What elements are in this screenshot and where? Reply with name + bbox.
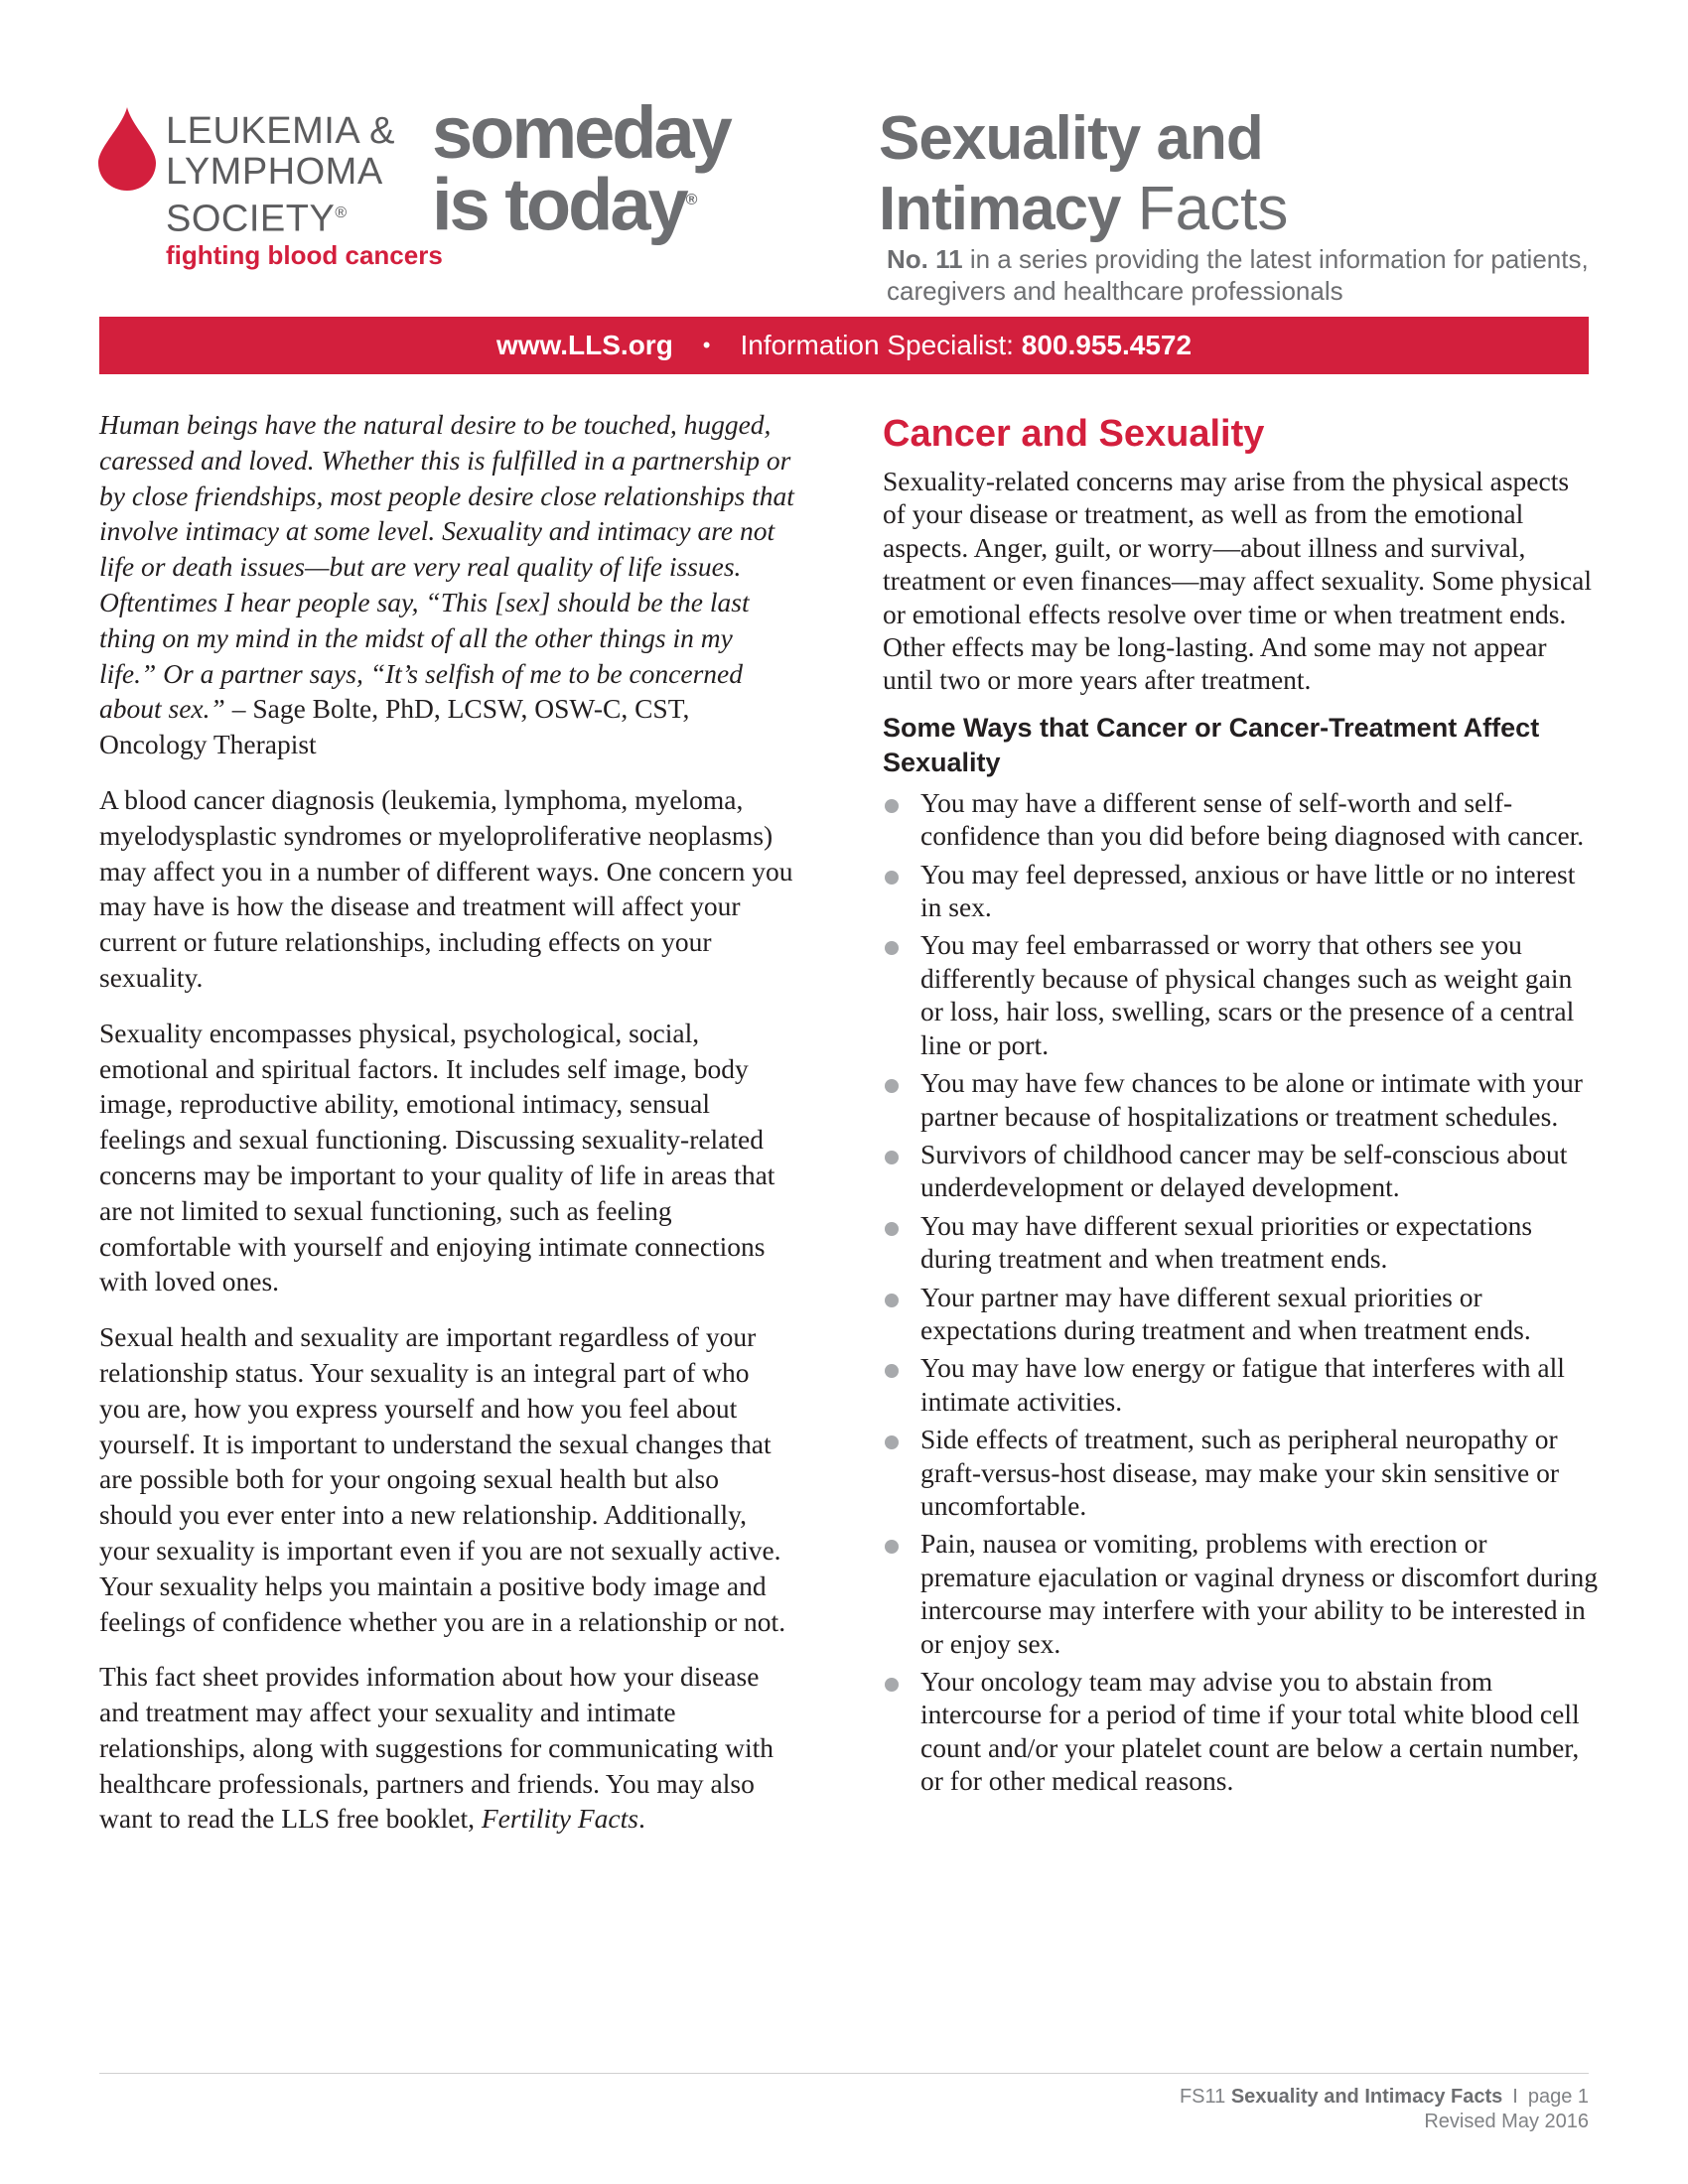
banner-separator: • bbox=[702, 333, 711, 357]
list-item: You may have low energy or fatigue that interferes with all intimate activities. bbox=[883, 1351, 1598, 1418]
list-item: You may have few chances to be alone or intimate with your partner because of hospitalizations or treatment schedules. bbox=[883, 1066, 1598, 1133]
series-number: No. 11 bbox=[887, 244, 963, 274]
right-column bbox=[883, 407, 1598, 1803]
title-line-1: Sexuality and bbox=[879, 104, 1263, 173]
specialist-phone[interactable]: 800.955.4572 bbox=[1021, 330, 1193, 360]
section-heading: Cancer and Sexuality bbox=[883, 413, 1265, 455]
campaign-line-1: someday bbox=[432, 91, 730, 174]
footer-page-number: page 1 bbox=[1527, 2086, 1589, 2108]
booklet-title: Fertility Facts bbox=[481, 1803, 638, 1835]
list-item: Pain, nausea or vomiting, problems with erection or premature ejaculation or vaginal dryness or discomfort during intercourse may interfere with your ability to be interested in or enjoy sex. bbox=[883, 1527, 1598, 1660]
organization-tagline: fighting blood cancers bbox=[166, 240, 443, 270]
fact-sheet-text: This fact sheet provides information about how your disease and treatment may affect your sexuality and intimate relationships, along with suggestions for communicating with healthcare professionals, partners and friends. You may also want to read the LLS free booklet, bbox=[99, 1661, 774, 1835]
paragraph-diagnosis: A blood cancer diagnosis (leukemia, lymphoma, myeloma, myelodysplastic syndromes or myeloproliferative neoplasms) may affect you in a number of different ways. One concern you may have is how the disease and treatment will affect your current or future relationships, including effects on your sexuality. bbox=[99, 783, 793, 993]
footer-separator: I bbox=[1512, 2086, 1518, 2108]
contact-banner bbox=[99, 317, 1589, 374]
list-item: You may have a different sense of self-worth and self-confidence than you did before being diagnosed with cancer. bbox=[883, 786, 1598, 853]
org-registered-mark: ® bbox=[335, 205, 348, 221]
fact-sheet-end: . bbox=[637, 1803, 645, 1835]
intro-quote bbox=[99, 407, 794, 762]
section-intro: Sexuality-related concerns may arise from the physical aspects of your disease or treatment, as well as from the emotional aspects. Anger, guilt, or worry—about illness and survival, treatment or even finances—may affect sexuality. Some physical or emotional effects resolve over time or when treatment ends. Other effects may be long-lasting. And some may not appear until two or more years after treatment. bbox=[883, 466, 1592, 696]
left-column bbox=[99, 407, 794, 1856]
specialist-label: Information Specialist: bbox=[740, 330, 1014, 360]
org-line-3: SOCIETY bbox=[166, 198, 336, 240]
title-line-2-light: Facts bbox=[1120, 175, 1289, 243]
paragraph-sexual-health: Sexual health and sexuality are important regardless of your relationship status. Your sexuality is an integral part of who you are, how you express yourself and how you feel about yourself. It is important to understand the sexual changes that are possible both for your ongoing sexual health but also should you ever enter into a new relationship. Additionally, your sexuality is important even if you are not sexually active. Your sexuality helps you maintain a positive body image and feelings of confidence whether you are in a relationship or not. bbox=[99, 1321, 786, 1637]
website-link[interactable]: www.LLS.org bbox=[495, 330, 673, 360]
campaign-logo bbox=[432, 91, 730, 246]
org-line-1: LEUKEMIA & bbox=[166, 110, 395, 152]
list-item: Side effects of treatment, such as peripheral neuropathy or graft-versus-host disease, may make your skin sensitive or uncomfortable. bbox=[883, 1423, 1598, 1522]
blood-drop-icon bbox=[98, 107, 156, 191]
paragraph-fact-sheet bbox=[99, 1659, 794, 1837]
list-item: Your partner may have different sexual priorities or expectations during treatment and when treatment ends. bbox=[883, 1281, 1598, 1347]
organization-name bbox=[166, 111, 395, 240]
document-title bbox=[879, 103, 1288, 244]
list-item: You may have different sexual priorities or expectations during treatment and when treatment ends. bbox=[883, 1209, 1598, 1276]
list-item: You may feel embarrassed or worry that others see you differently because of physical changes such as weight gain or loss, hair loss, swelling, scars or the presence of a central line or port. bbox=[883, 928, 1598, 1061]
org-line-2: LYMPHOMA bbox=[166, 151, 383, 193]
campaign-line-2: is today bbox=[432, 163, 686, 246]
series-description bbox=[887, 243, 1602, 307]
quote-text: Human beings have the natural desire to be touched, hugged, caressed and loved. Whether this is fulfilled in a partnership or by close friendships, most people desire close relationships that involve intimacy at some level. Sexuality and intimacy are not life or death issues—but are very real quality of life issues. Oftentimes I hear people say, “This [sex] should be the last thing on my mind in the midst of all the other things in my life.” Or a partner says, “It’s selfish of me to be concerned about sex.” bbox=[99, 409, 794, 725]
page-footer bbox=[1180, 2085, 1589, 2134]
paragraph-sexuality-definition: Sexuality encompasses physical, psychological, social, emotional and spiritual factors. It includes self image, body image, reproductive ability, emotional intimacy, sensual feelings and sexual functioning. Discussing sexuality-related concerns may be important to your quality of life in areas that are not limited to sexual functioning, such as feeling comfortable with yourself and enjoying intimate connections with loved ones. bbox=[99, 1017, 775, 1297]
footer-divider bbox=[99, 2073, 1589, 2074]
series-text: in a series providing the latest information for patients, caregivers and healthcare professionals bbox=[887, 244, 1589, 306]
subsection-heading: Some Ways that Cancer or Cancer-Treatment Affect Sexuality bbox=[883, 712, 1540, 777]
title-line-2-bold: Intimacy bbox=[879, 175, 1121, 243]
list-item: Your oncology team may advise you to abstain from intercourse for a period of time if your total white blood cell count and/or your platelet count are below a certain number, or for other medical reasons. bbox=[883, 1665, 1598, 1798]
quote-attribution: – Sage Bolte, PhD, LCSW, OSW-C, CST, Oncology Therapist bbox=[99, 693, 690, 760]
footer-revised-date: Revised May 2016 bbox=[1424, 2111, 1589, 2132]
list-item: You may feel depressed, anxious or have little or no interest in sex. bbox=[883, 858, 1598, 924]
campaign-registered-mark: ® bbox=[685, 192, 695, 208]
footer-code: FS11 bbox=[1179, 2086, 1226, 2108]
list-item: Survivors of childhood cancer may be self-conscious about underdevelopment or delayed development. bbox=[883, 1138, 1598, 1204]
footer-title: Sexuality and Intimacy Facts bbox=[1230, 2086, 1503, 2108]
effects-list bbox=[883, 786, 1598, 1798]
